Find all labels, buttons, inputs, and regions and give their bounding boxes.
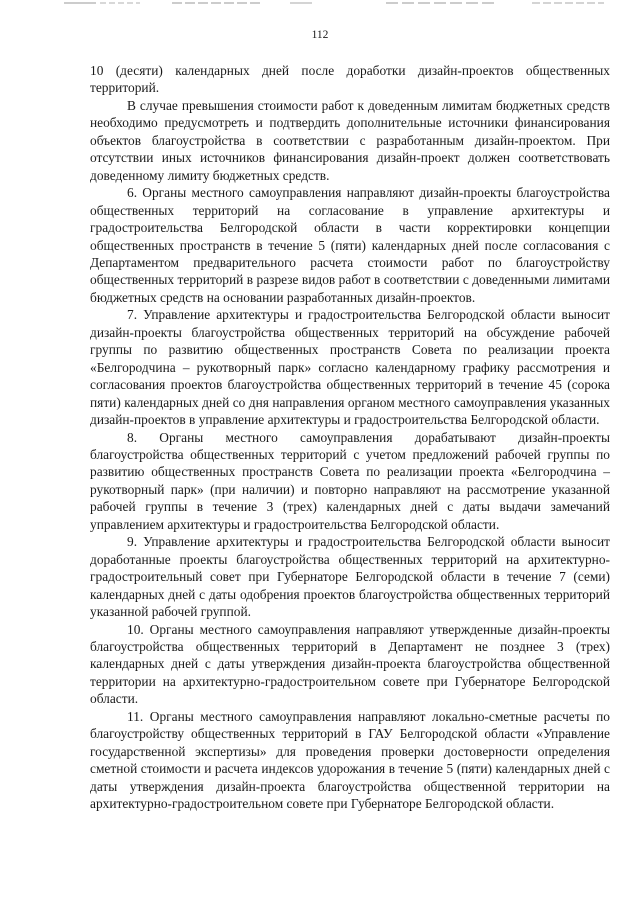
paragraph-item-9: 9. Управление архитектуры и градостроительства Белгородской области выносит доработанные проекты благоустройства общественных территорий на архитектурно-градостроительный совет при Губернаторе Белгородской области в течение 7 (семи) календарных дней с даты одобрения проектов благоустройства общественных территорий указанной рабочей группой. (90, 534, 610, 620)
paragraph-item-8: 8. Органы местного самоуправления дорабатывают дизайн-проекты благоустройства общественных территорий с учетом предложений рабочей группы по развитию общественных пространств Совета по реализации проекта «Белгородчина – рукотворный парк» (при наличии) и повторно направляют на рассмотрение указанной рабочей группы в течение 3 (трех) календарных дней с даты выдачи замечаний управлением архитектуры и градостроительства Белгородской области. (90, 429, 610, 532)
document-body (90, 62, 610, 812)
paragraph-continuation: 10 (десяти) календарных дней после доработки дизайн-проектов общественных территорий. (90, 63, 610, 96)
paragraph-budget-excess: В случае превышения стоимости работ к доведенным лимитам бюджетных средств необходимо предусмотреть и подтвердить дополнительные источники финансирования объектов благоустройства в соответствии с разработанным дизайн-проектом. При отсутствии иных источников финансирования дизайн-проект должен соответствовать доведенному лимиту бюджетных средств. (90, 97, 610, 183)
page-number: 112 (311, 29, 329, 41)
paragraph-item-10: 10. Органы местного самоуправления направляют утвержденные дизайн-проекты благоустройства общественных территорий в Департамент не позднее 3 (трех) календарных дней с даты утверждения дизайн-проекта благоустройства общественной территории на архитектурно-градостроительном совете при Губернаторе Белгородской области. (90, 621, 610, 707)
scan-edge-marks (0, 0, 640, 8)
paragraph-item-7: 7. Управление архитектуры и градостроительства Белгородской области выносит дизайн-проекты благоустройства общественных территорий на обсуждение рабочей группы по развитию общественных пространств Совета по реализации проекта «Белгородчина – рукотворный парк» согласно календарному графику рассмотрения и согласования проектов благоустройства общественных территорий в течение 45 (сорока пяти) календарных дней со дня направления органом местного самоуправления указанных дизайн-проектов в управление архитектуры и градостроительства Белгородской области. (90, 307, 610, 428)
paragraph-item-11: 11. Органы местного самоуправления направляют локально-сметные расчеты по благоустройству общественных территорий в ГАУ Белгородской области «Управление государственной экспертизы» для проведения проверки достоверности определения сметной стоимости и расчета индексов удорожания в течение 5 (пяти) календарных дней с даты утверждения дизайн-проекта благоустройства общественной территории на архитектурно-градостроительном совете при Губернаторе Белгородской области. (90, 708, 610, 812)
paragraph-item-6: 6. Органы местного самоуправления направляют дизайн-проекты благоустройства общественных территорий на согласование в управление архитектуры и градостроительства Белгородской области в части корректировки концепции общественных пространств в течение 5 (пяти) календарных дней после согласования с Департаментом предварительного расчета стоимости работ по благоустройству общественных территорий в разрезе видов работ в соответствии с доведенными лимитами бюджетных средств на основании разработанных дизайн-проектов. (90, 185, 610, 305)
